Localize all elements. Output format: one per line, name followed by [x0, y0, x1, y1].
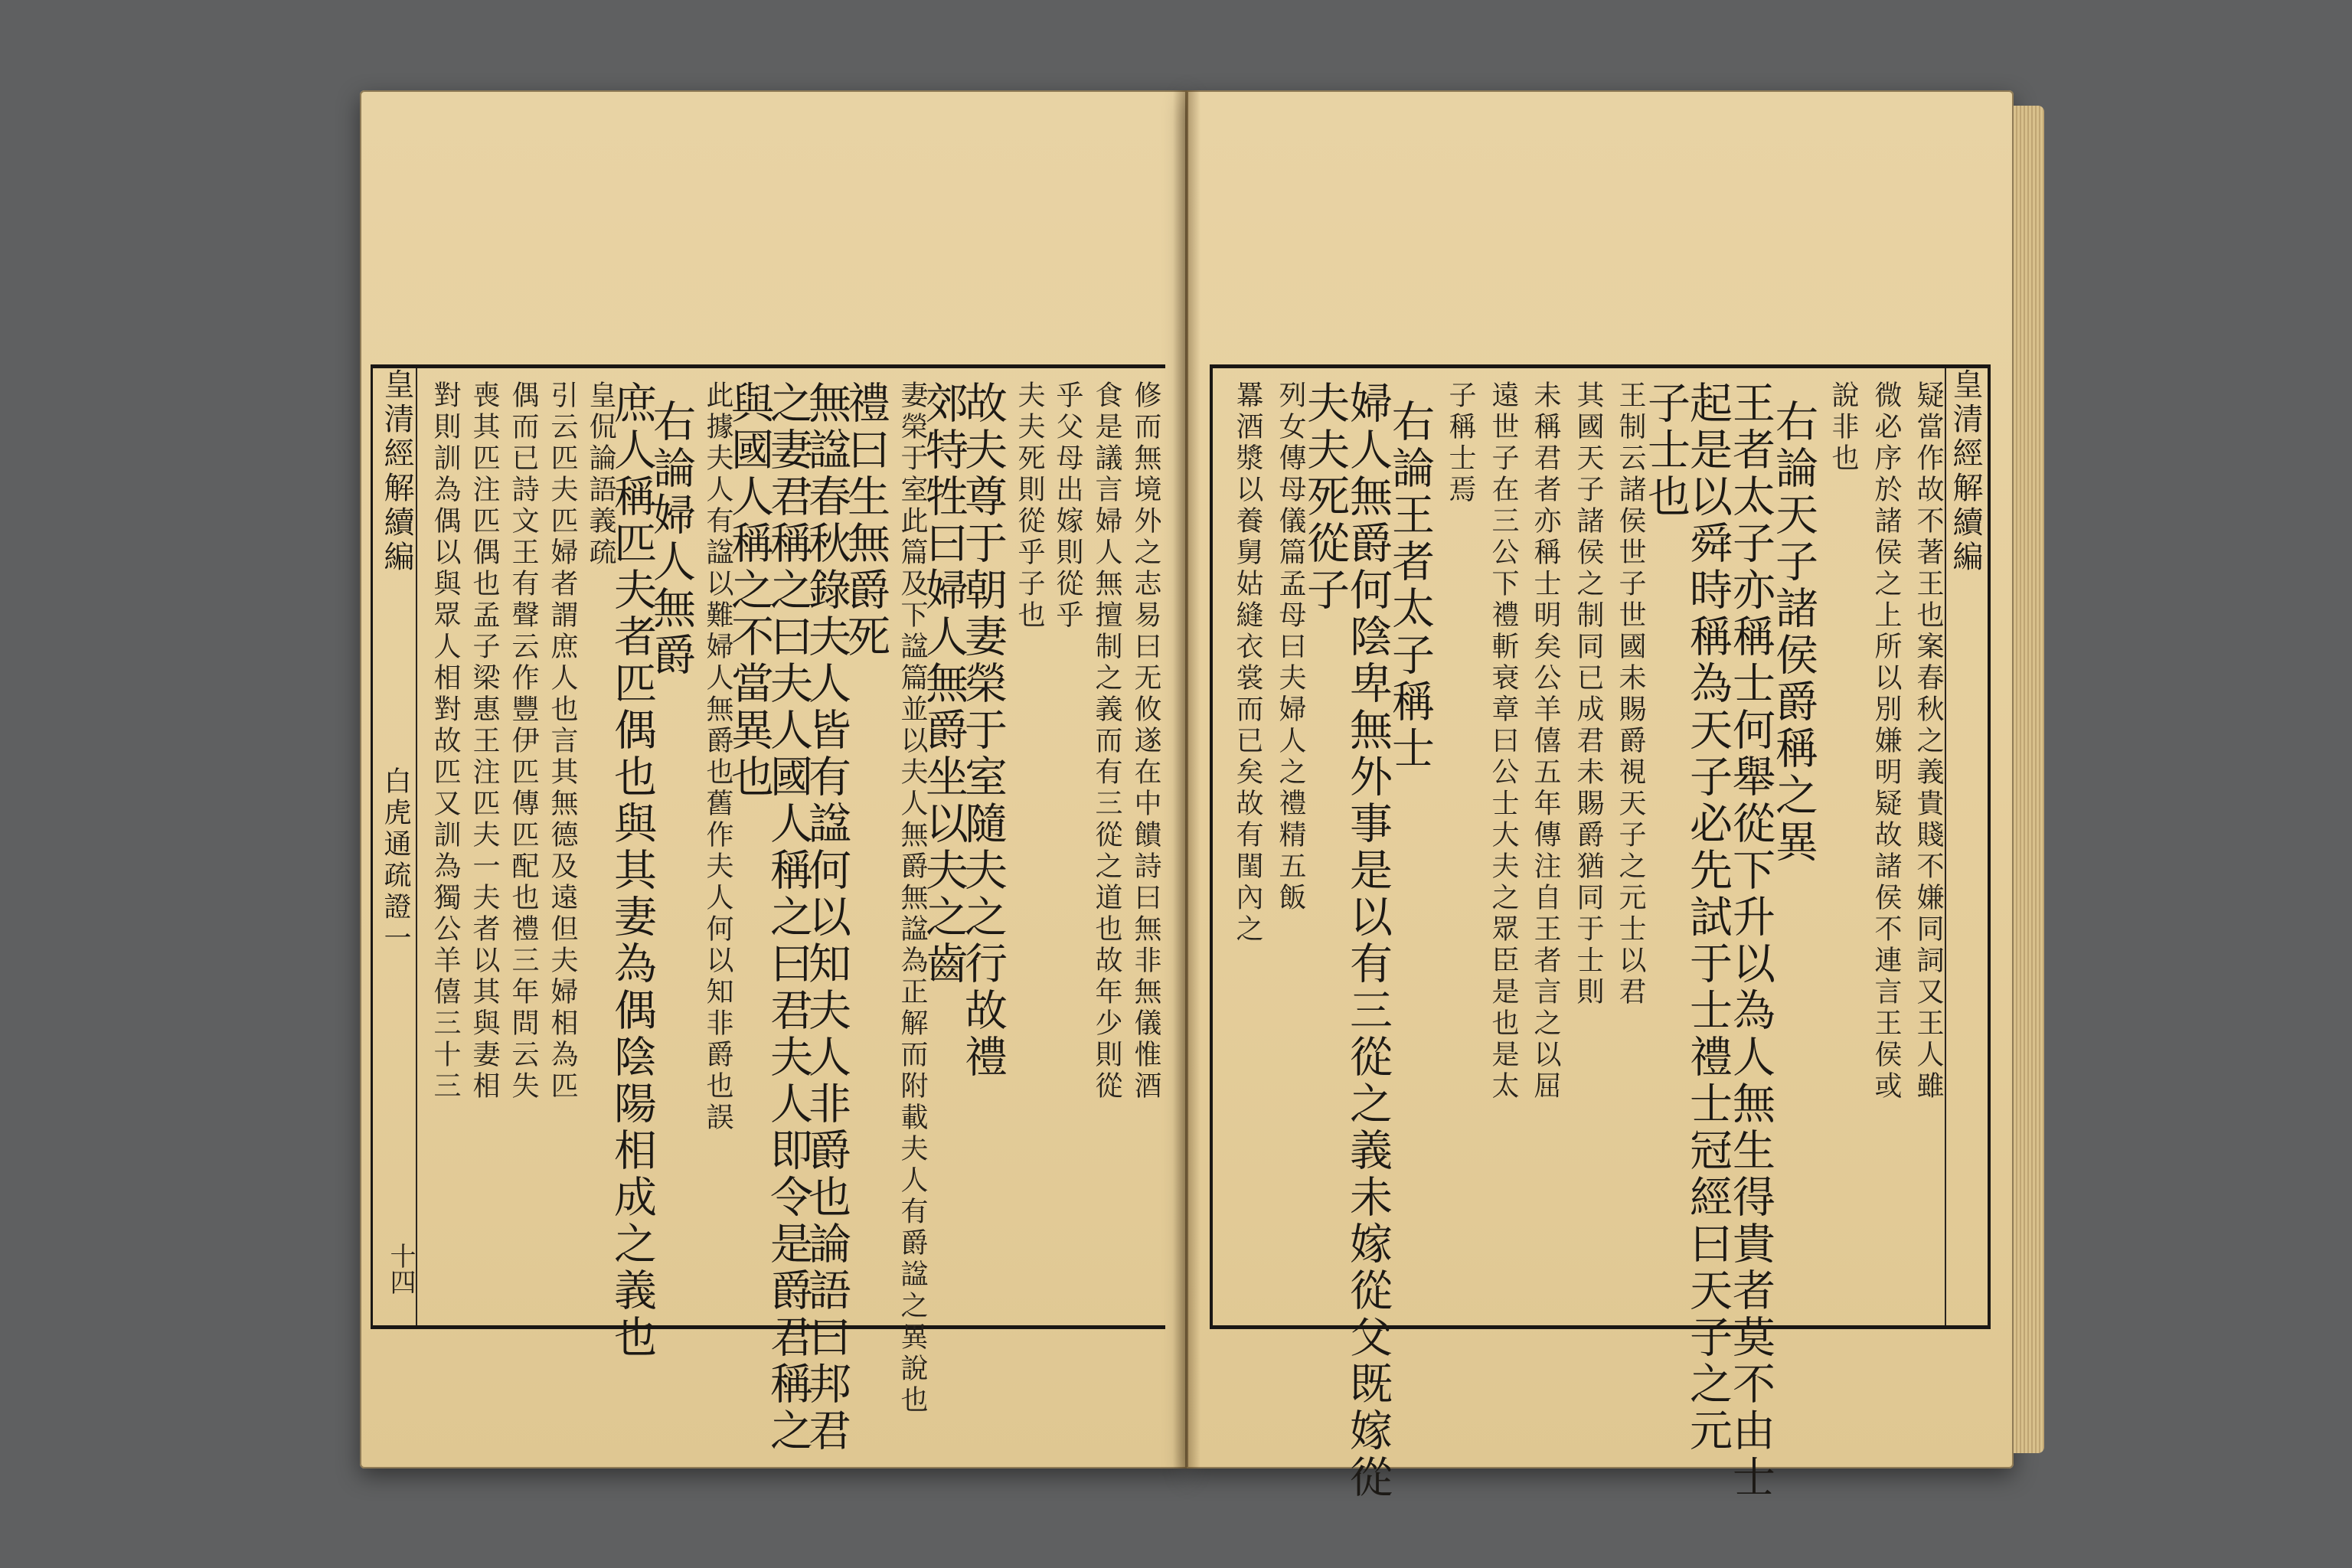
text-column: 引云匹夫匹婦者謂庶人也言其無德及遠但夫婦相為匹: [547, 381, 578, 1102]
page-number: 十四: [385, 1243, 416, 1295]
text-column: 郊特牲曰婦人無爵坐以夫之齒: [919, 381, 969, 988]
column-rule: [416, 368, 417, 1325]
text-column: 羃酒漿以養舅姑縫衣裳而已矣故有閨內之: [1232, 381, 1263, 946]
book-gutter: [1173, 90, 1200, 1468]
text-column: 子稱士焉: [1445, 381, 1476, 506]
margin-title: 皇清經解續編: [1948, 368, 1983, 575]
column-rule: [1945, 368, 1946, 1325]
right-page: [1187, 90, 2014, 1501]
text-column: 妻榮于室此篇及下諡篇並以夫人無爵無諡為正解而附載夫人有爵諡之異說也: [897, 381, 928, 1416]
text-column: 之妻君稱之曰夫人國人稱之曰君夫人即令是爵君稱之: [763, 381, 813, 1455]
section-heading: 右論王者太子稱士: [1385, 399, 1435, 773]
text-column: 列女傳母儀篇孟母曰夫婦人之禮精五飯: [1275, 381, 1306, 914]
text-column: 遠世子在三公下禮斬衰章曰公士大夫之眾臣是也是太: [1488, 381, 1519, 1102]
text-column: 說非也: [1828, 381, 1859, 475]
right-text-frame: [1210, 364, 1991, 1501]
text-column: 無諡春秋錄夫人皆有諡何以知夫人非爵也論語曰邦君: [802, 381, 851, 1455]
text-column: 微必序於諸侯之上所以別嫌明疑故諸侯不連言王侯或: [1870, 381, 1902, 1102]
text-column: 未稱君者亦稱士明矣公羊僖五年傳注自王者言之以屈: [1530, 381, 1561, 1102]
text-column: 王者太子亦稱士何舉從下升以為人無生得貴者莫不由士: [1726, 381, 1775, 1501]
margin-subtitle: 白虎通疏證一: [380, 766, 411, 955]
text-column: 故夫尊于朝妻榮于室隨夫之行故禮: [958, 381, 1008, 1081]
left-page: [360, 90, 1187, 1468]
text-column: 食是議言婦人無擅制之義而有三從之道也故年少則從: [1091, 381, 1122, 1102]
text-column: 喪其匹注匹偶也孟子梁惠王注匹夫一夫者以其與妻相: [469, 381, 500, 1102]
text-column: 禮曰生無爵死: [841, 381, 890, 661]
text-column: 婦人無爵何陰卑無外事是以有三從之義未嫁從父既嫁從: [1343, 381, 1393, 1501]
text-column: 此據夫人有諡以難婦人無爵也舊作夫人何以知非爵也誤: [702, 381, 733, 1134]
text-column: 乎父母出嫁則從乎: [1052, 381, 1083, 632]
text-column: 庶人稱匹夫者匹偶也與其妻為偶陰陽相成之義也: [607, 381, 657, 1361]
section-heading: 右論婦人無爵: [646, 399, 696, 679]
text-column: 與國人稱之不當異也: [724, 381, 774, 801]
open-book: [360, 90, 2014, 1501]
text-column: 起是以舜時稱為天子必先試于士禮士冠經曰天子之元: [1683, 381, 1733, 1455]
section-heading: 右論天子諸侯爵稱之異: [1769, 399, 1818, 866]
text-column: 子士也: [1641, 381, 1690, 521]
text-column: 皇侃論語義疏: [585, 381, 616, 569]
text-column: 偶而已詩文王有聲云作豐伊匹傳匹配也禮三年問云失: [508, 381, 539, 1102]
text-column: 對則訓為偶以與眾人相對故匹又訓為獨公羊僖三十三: [430, 381, 461, 1102]
text-column: 修而無境外之志易曰无攸遂在中饋詩曰無非無儀惟酒: [1130, 381, 1161, 1102]
page-edges: [2014, 106, 2044, 1453]
bleed-through-text: [406, 152, 449, 182]
text-column: 疑當作故不著王也案春秋之義貴賤不嫌同詞又王人雖: [1913, 381, 1944, 1102]
text-column: 其國天子諸侯之制同已成君未賜爵猶同于士則: [1573, 381, 1604, 1008]
margin-title: 皇清經解續編: [379, 368, 414, 575]
left-text-frame: [371, 364, 1165, 1455]
text-column: 夫夫死從子: [1300, 381, 1350, 614]
text-column: 夫夫死則從乎子也: [1014, 381, 1045, 632]
text-column: 王制云諸侯世子世國未賜爵視天子之元士以君: [1615, 381, 1646, 1008]
